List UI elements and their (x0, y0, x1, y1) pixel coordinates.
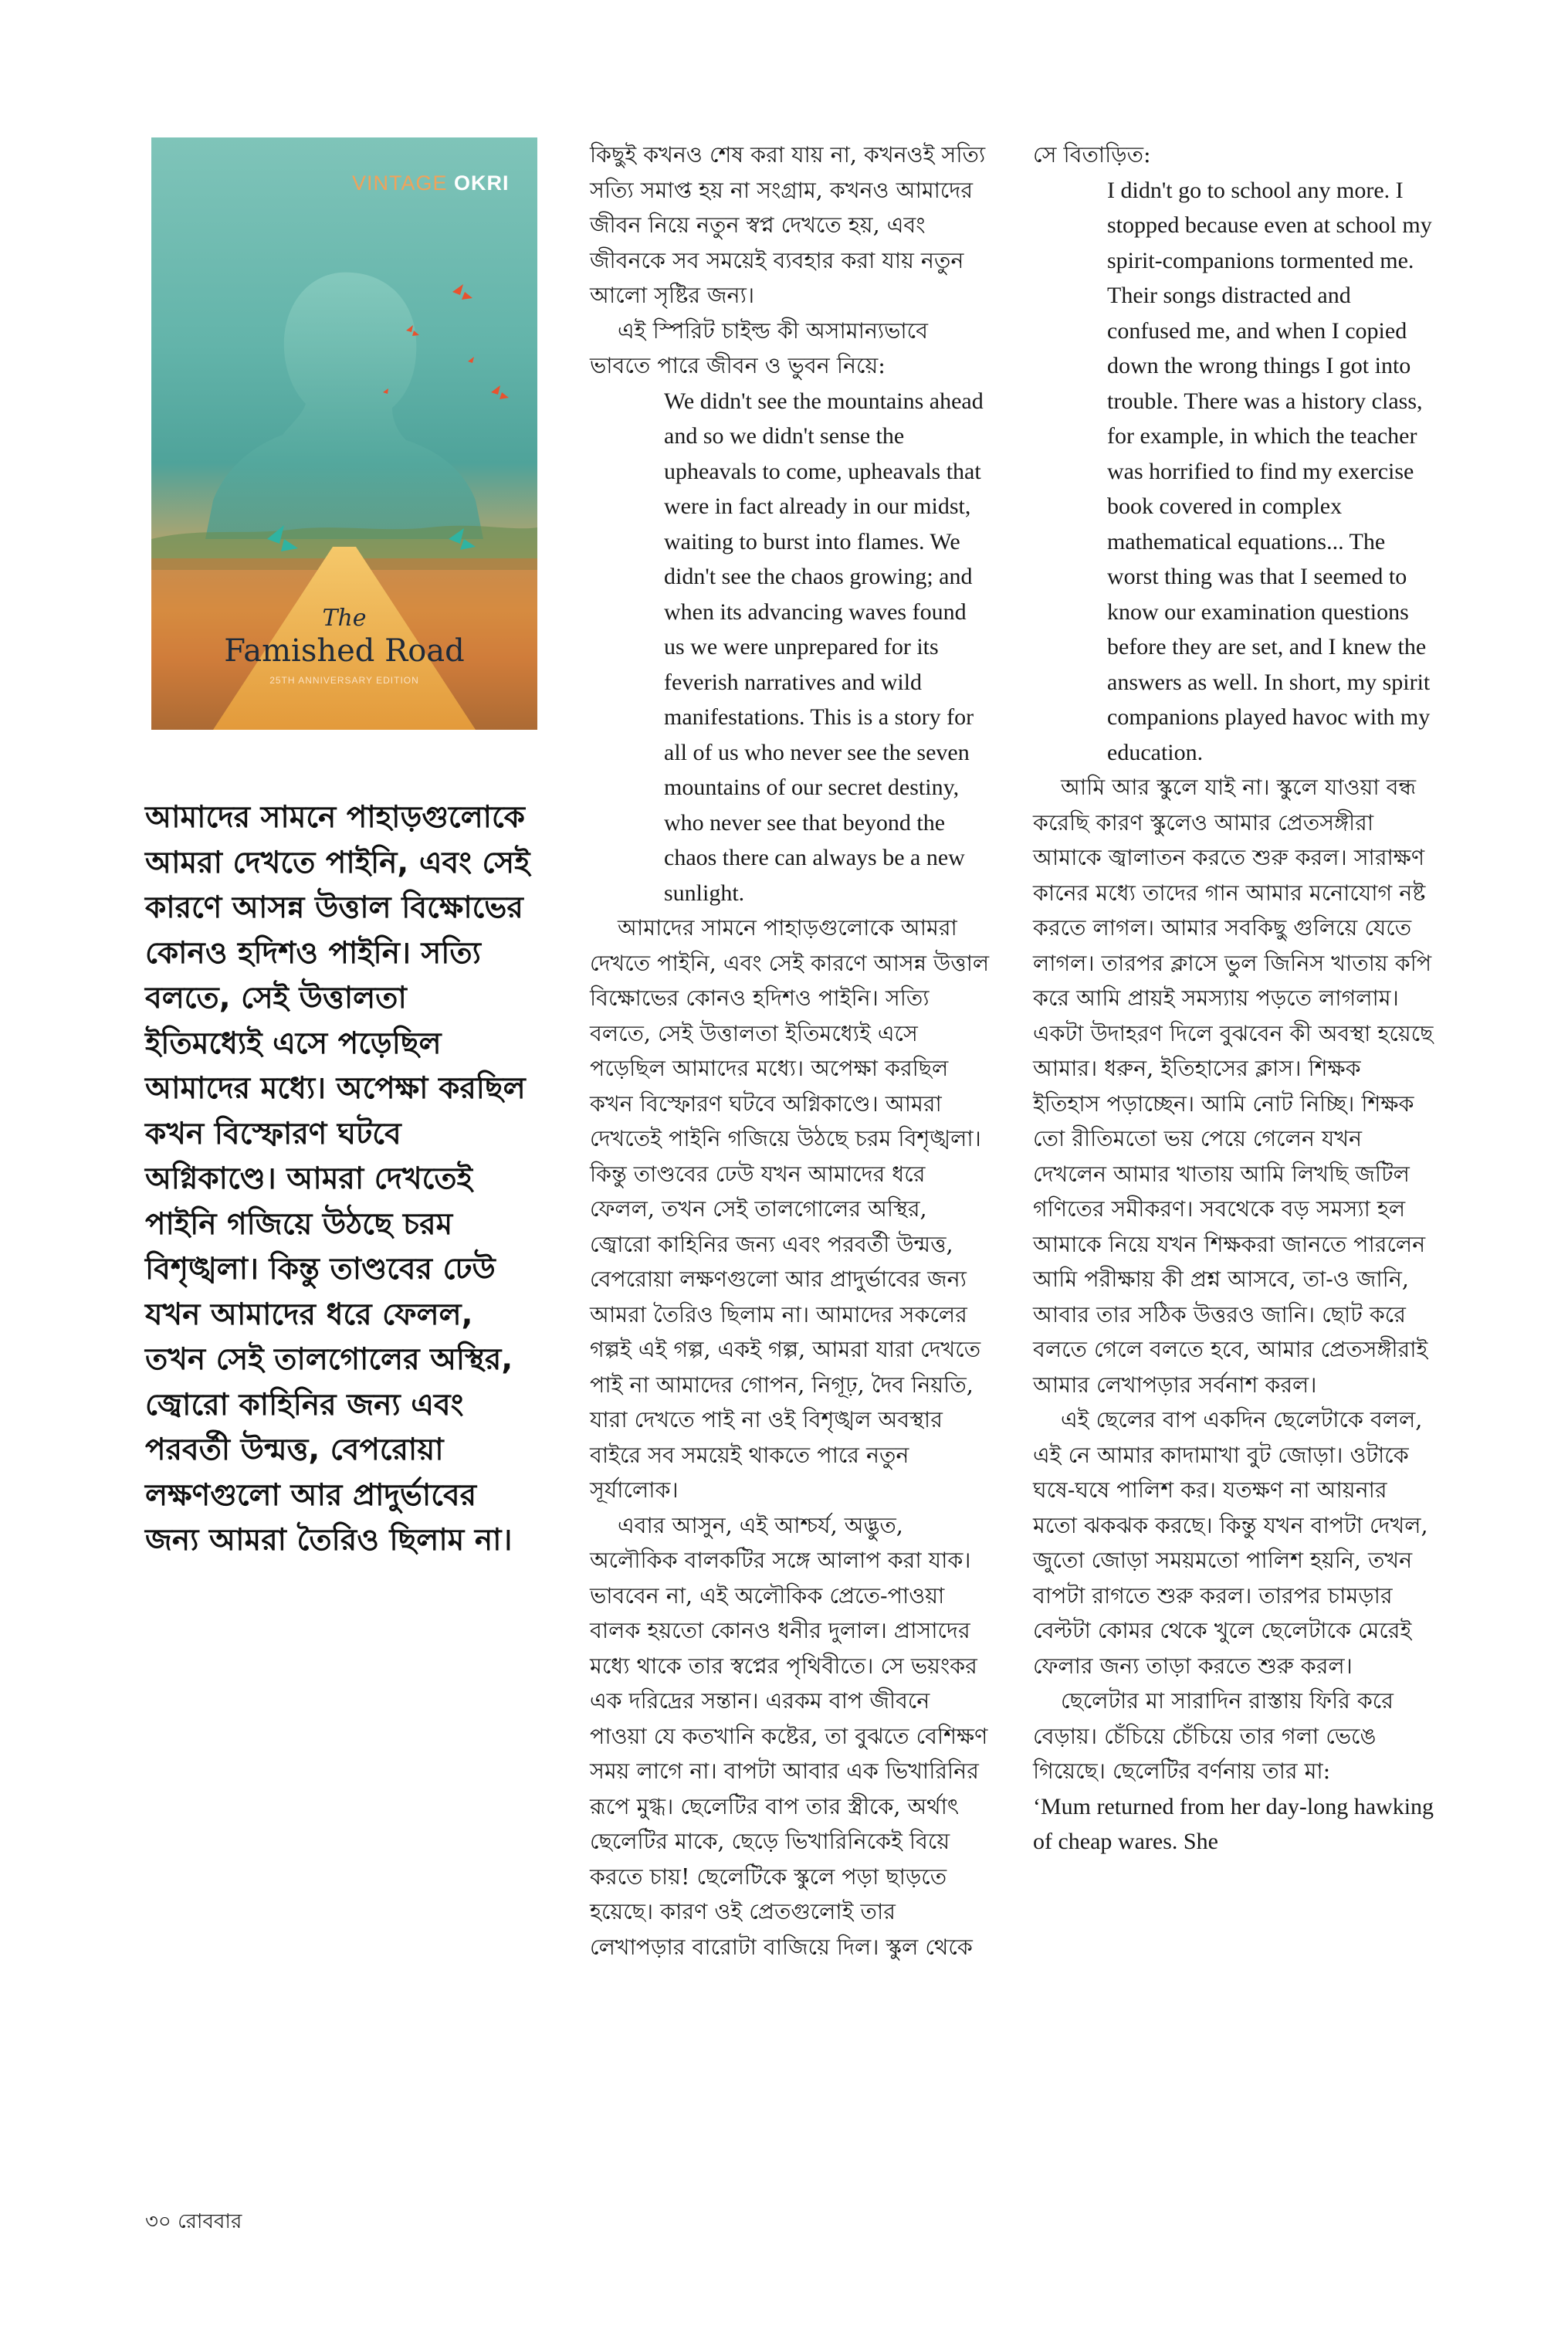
cover-title: Famished Road (224, 633, 465, 669)
article-column-middle (590, 137, 991, 1965)
book-cover-image (151, 137, 537, 730)
paragraph: আমি আর স্কুলে যাই না। স্কুলে যাওয়া বন্ধ করেছি কারণ স্কুলেও আমার প্রেতসঙ্গীরা আমাকে জ্বালাতন করতে শুরু করল। সারাক্ষণ কানের মধ্যে তাদের গান আমার মনোযোগ নষ্ট করতে লাগল। আমার সবকিছু গুলিয়ে যেতে লাগল। তারপর ক্লাসে ভুল জিনিস খাতায় কপি করে আমি প্রায়ই সমস্যায় পড়তে লাগলাম। একটা উদাহরণ দিলে বুঝবেন কী অবস্থা হয়েছে আমার। ধরুন, ইতিহাসের ক্লাস। শিক্ষক ইতিহাস পড়াচ্ছেন। আমি নোট নিচ্ছি। শিক্ষক তো রীতিমতো ভয় পেয়ে গেলেন যখন দেখলেন আমার খাতায় আমি লিখছি জটিল গণিতের সমীকরণ। সবথেকে বড় সমস্যা হল আমাকে নিয়ে যখন শিক্ষকরা জানতে পারলেন আমি পরীক্ষায় কী প্রশ্ন আসবে, তা-ও জানি, আবার তার সঠিক উত্তরও জানি। ছোট করে বলতে গেলে বলতে হবে, আমার প্রেতসঙ্গীরাই আমার লেখাপড়ার সর্বনাশ করল। (1033, 775, 1434, 1398)
paragraph: ছেলেটার মা সারাদিন রাস্তায় ফিরি করে বেড়ায়। চেঁচিয়ে চেঁচিয়ে তার গলা ভেঙে গিয়েছে। ছেলেটির বর্ণনায় তার মা: (1033, 1688, 1394, 1784)
english-paragraph: ‘Mum returned from her day-long hawking of cheap wares. She (1033, 1793, 1434, 1854)
english-quote: We didn't see the mountains ahead and so we didn't sense the upheavals to come, upheavals that were in fact already in our midst, waiting to burst into flames. We didn't see the chaos growing; and when its advancing waves found us we were unprepared for its feverish narratives and wild manifestations. This is a story for all of us who never see the seven mountains of our secret destiny, who never see that beyond the chaos there can always be a new sunlight. (664, 388, 984, 906)
paragraph: আমাদের সামনে পাহাড়গুলোকে আমরা দেখতে পাইনি, এবং সেই কারণে আসন্ন উত্তাল বিক্ষোভের কোনও হদিশও পাইনি। সত্যি বলতে, সেই উত্তালতা ইতিমধ্যেই এসে পড়েছিল আমাদের মধ্যে। অপেক্ষা করছিল কখন বিস্ফোরণ ঘটবে অগ্নিকাণ্ডে। আমরা দেখতেই পাইনি গজিয়ে উঠছে চরম বিশৃঙ্খলা। কিন্তু তাণ্ডবের ঢেউ যখন আমাদের ধরে ফেলল, তখন সেই তালগোলের অস্থির, জ্বোরো কাহিনির জন্য এবং পরবর্তী উন্মত্ত, বেপরোয়া লক্ষণগুলো আর প্রাদুর্ভাবের জন্য আমরা তৈরিও ছিলাম না। আমাদের সকলের গল্পই এই গল্প, একই গল্প, আমরা যারা দেখতে পাই না আমাদের গোপন, নিগূঢ়, দৈব নিয়তি, যারা দেখতে পাই না ওই বিশৃঙ্খল অবস্থার বাইরে সব সময়েই থাকতে পারে নতুন সূর্যালোক। (590, 915, 990, 1503)
cover-edition: 25TH ANNIVERSARY EDITION (269, 675, 419, 686)
paragraph: কিছুই কখনও শেষ করা যায় না, কখনওই সত্যি সত্যি সমাপ্ত হয় না সংগ্রাম, কখনও আমাদের জীবন নিয়ে নতুন স্বপ্ন দেখতে হয়, এবং জীবনকে সব সময়েই ব্যবহার করা যায় নতুন আলো সৃষ্টির জন্য। (590, 142, 986, 308)
english-quote: I didn't go to school any more. I stopped because even at school my spirit-companions tormented me. Their songs distracted and confused me, and when I copied down the wrong things I got into trouble. There was a history class, for example, in which the teacher was horrified to find my exercise book covered in complex mathematical equations... The worst thing was that I seemed to know our examination questions before they are set, and I knew the answers as well. In short, my spirit companions played havoc with my education. (1107, 177, 1432, 765)
paragraph: এই ছেলের বাপ একদিন ছেলেটাকে বলল, এই নে আমার কাদামাখা বুট জোড়া। ওটাকে ঘষে-ঘষে পালিশ কর। যতক্ষণ না আয়নার মতো ঝকঝক করছে। কিন্তু যখন বাপটা দেখল, জুতো জোড়া সময়মতো পালিশ হয়নি, তখন বাপটা রাগতে শুরু করল। তারপর চামড়ার বেল্টটা কোমর থেকে খুলে ছেলেটাকে মেরেই ফেলার জন্য তাড়া করতে শুরু করল। (1033, 1407, 1428, 1679)
article-column-right (1033, 137, 1434, 1860)
child-silhouette (205, 273, 483, 539)
paragraph: সে বিতাড়িত: (1033, 142, 1151, 168)
paragraph: এই স্পিরিট চাইল্ড কী অসামান্যভাবে ভাবতে পারে জীবন ও ভুবন নিয়ে: (590, 317, 928, 378)
page-folio: ৩০ রোববার (145, 2210, 242, 2233)
cover-title-article: The (322, 605, 367, 632)
pull-quote: আমাদের সামনে পাহাড়গুলোকে আমরা দেখতে পাইনি, এবং সেই কারণে আসন্ন উত্তাল বিক্ষোভের কোনও হদিশও পাইনি। সত্যি বলতে, সেই উত্তালতা ইতিমধ্যেই এসে পড়েছিল আমাদের মধ্যে। অপেক্ষা করছিল কখন বিস্ফোরণ ঘটবে অগ্নিকাণ্ডে। আমরা দেখতেই পাইনি গজিয়ে উঠছে চরম বিশৃঙ্খলা। কিন্তু তাণ্ডবের ঢেউ যখন আমাদের ধরে ফেলল, তখন সেই তালগোলের অস্থির, জ্বোরো কাহিনির জন্য এবং পরবর্তী উন্মত্ত, বেপরোয়া লক্ষণগুলো আর প্রাদুর্ভাবের জন্য আমরা তৈরিও ছিলাম না। (145, 800, 530, 1558)
paragraph: এবার আসুন, এই আশ্চর্য, অদ্ভুত, অলৌকিক বালকটির সঙ্গে আলাপ করা যাক। ভাববেন না, এই অলৌকিক প্রেতে-পাওয়া বালক হয়তো কোনও ধনীর দুলাল। প্রাসাদের মধ্যে থাকে তার স্বপ্নের পৃথিবীতে। সে ভয়ংকর এক দরিদ্রের সন্তান। এরকম বাপ জীবনে পাওয়া যে কতখানি কষ্টের, তা বুঝতে বেশিক্ষণ সময় লাগে না। বাপটা আবার এক ভিখারিনির রূপে মুগ্ধ। ছেলেটির বাপ তার স্ত্রীকে, অর্থাৎ ছেলেটির মাকে, ছেড়ে ভিখারিনিকেই বিয়ে করতে চায়! ছেলেটিকে স্কুলে পড়া ছাড়তে হয়েছে। কারণ ওই প্রেতগুলোই তার লেখাপড়ার বারোটা বাজিয়ে দিল। স্কুল থেকে (590, 1512, 988, 1960)
cover-publisher: VINTAGE OKRI (352, 171, 510, 195)
